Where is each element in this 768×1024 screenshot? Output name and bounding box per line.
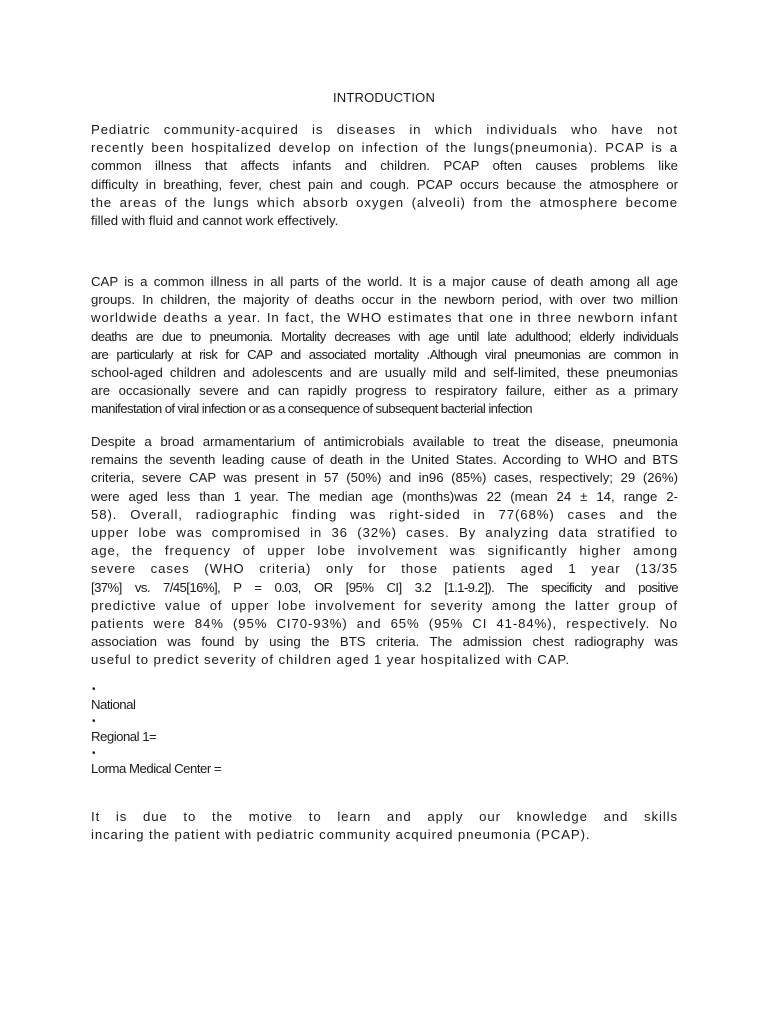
page-title: INTRODUCTION bbox=[332, 90, 436, 105]
text-line: association was found by using the BTS criteria. The admission chest radiography was bbox=[91, 634, 678, 650]
text-line: the areas of the lungs which absorb oxygen (alveoli) from the atmosphere become bbox=[91, 194, 678, 210]
intro-paragraph-1 bbox=[91, 121, 678, 230]
text-line: are particularly at risk for CAP and associated mortality .Although viral pneumonias are common in bbox=[91, 346, 678, 362]
intro-paragraph-2 bbox=[91, 273, 678, 419]
text-line: recently been hospitalized develop on infection of the lungs(pneumonia). PCAP is a bbox=[91, 140, 678, 156]
text-line: difficulty in breathing, fever, chest pain and cough. PCAP occurs because the atmosphere or bbox=[91, 176, 678, 192]
text-line: 58). Overall, radiographic finding was right-sided in 77(68%) cases and the bbox=[91, 506, 678, 522]
text-line: worldwide deaths a year. In fact, the WHO estimates that one in three newborn infant bbox=[91, 310, 678, 326]
text-line: common illness that affects infants and children. PCAP often causes problems like bbox=[91, 158, 678, 174]
text-line: age, the frequency of upper lobe involvement was significantly higher among bbox=[91, 543, 678, 559]
text-line: were aged less than 1 year. The median age (months)was 22 (mean 24 ± 14, range 2- bbox=[91, 488, 678, 504]
location-list bbox=[91, 683, 391, 779]
text-line: predictive value of upper lobe involvement for severity among the latter group of bbox=[91, 597, 678, 613]
text-line: upper lobe was compromised in 36 (32%) cases. By analyzing data stratified to bbox=[91, 525, 678, 541]
text-line: remains the seventh leading cause of death in the United States. According to WHO and BTS bbox=[91, 452, 678, 468]
text-line: [37%] vs. 7/45[16%], P = 0.03, OR [95% CI] 3.2 [1.1-9.2]). The specificity and positive bbox=[91, 579, 678, 595]
text-line: criteria, severe CAP was present in 57 (50%) and in96 (85%) cases, respectively; 29 (26%) bbox=[91, 470, 678, 486]
text-line: groups. In children, the majority of deaths occur in the newborn period, with over two million bbox=[91, 292, 678, 308]
bullet-icon: • bbox=[92, 716, 96, 727]
text-line: manifestation of viral infection or as a consequence of subsequent bacterial infection bbox=[91, 401, 533, 417]
text-line: Pediatric community-acquired is diseases in which individuals who have not bbox=[91, 122, 678, 137]
intro-paragraph-4 bbox=[91, 808, 678, 844]
list-item: National bbox=[91, 697, 136, 712]
text-line: severe cases (WHO criteria) only for those patients aged 1 year (13/35 bbox=[91, 561, 678, 577]
text-line: deaths are due to pneumonia. Mortality decreases with age until late adulthood; elderly individuals bbox=[91, 328, 678, 344]
text-line: It is due to the motive to learn and apply our knowledge and skills bbox=[91, 809, 678, 824]
text-line: are occasionally severe and can rapidly progress to respiratory failure, either as a primary bbox=[91, 383, 678, 399]
text-line: useful to predict severity of children aged 1 year hospitalized with CAP. bbox=[91, 652, 570, 668]
text-line: CAP is a common illness in all parts of the world. It is a major cause of death among all age bbox=[91, 274, 678, 289]
text-line: school-aged children and adolescents and are usually mild and self-limited, these pneumonias bbox=[91, 365, 678, 381]
text-line: Despite a broad armamentarium of antimicrobials available to treat the disease, pneumonia bbox=[91, 434, 678, 449]
intro-paragraph-3 bbox=[91, 433, 678, 670]
text-line: filled with fluid and cannot work effectively. bbox=[91, 213, 339, 229]
bullet-icon: • bbox=[92, 748, 96, 759]
text-line: patients were 84% (95% CI70-93%) and 65% (95% CI 41-84%), respectively. No bbox=[91, 616, 678, 632]
list-item: Lorma Medical Center = bbox=[91, 761, 222, 776]
bullet-icon: • bbox=[92, 684, 96, 695]
text-line: incaring the patient with pediatric community acquired pneumonia (PCAP). bbox=[91, 827, 591, 843]
list-item: Regional 1= bbox=[91, 729, 157, 744]
